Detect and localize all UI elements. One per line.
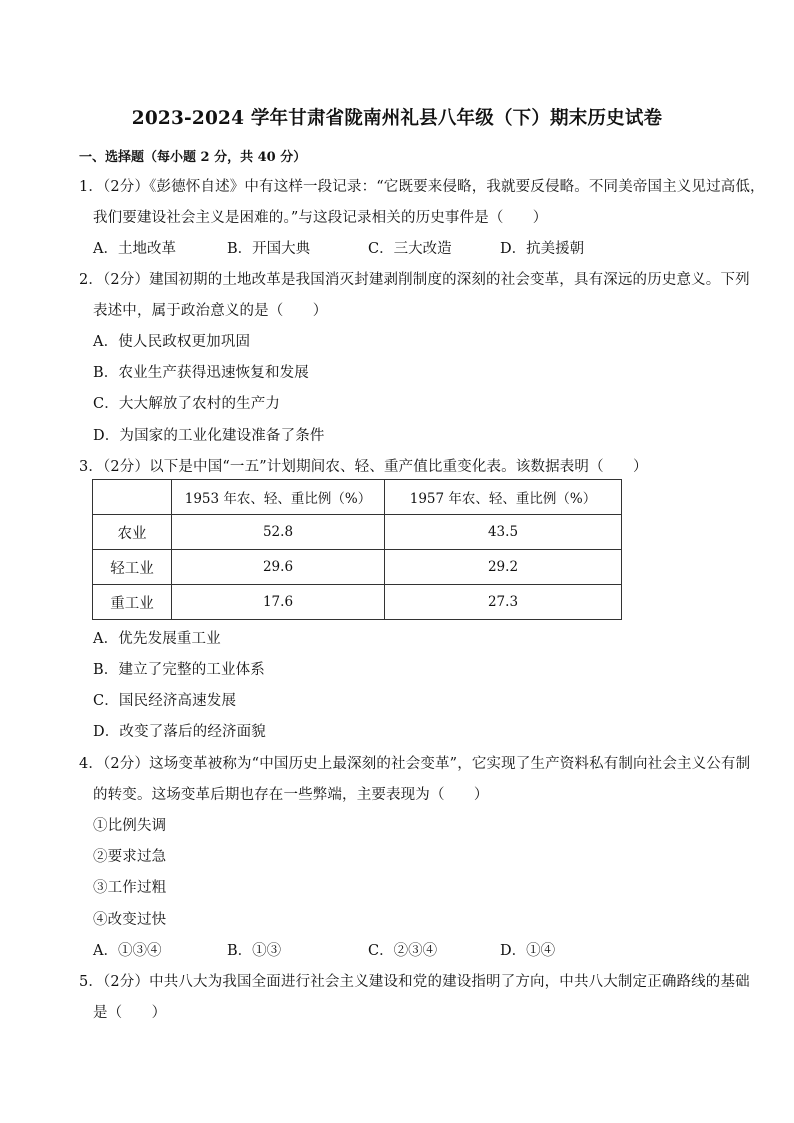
option-d[interactable]: D．改变了落后的经济面貌 <box>93 724 266 740</box>
production-ratio-table <box>92 479 622 620</box>
table-header-row <box>93 480 622 515</box>
question-2-stem-line2: 表述中，属于政治意义的是（ ） <box>93 303 328 319</box>
table-cell: 52.8 <box>172 515 385 550</box>
question-4-stem-line2: 的转变。这场变革后期也存在一些弊端，主要表现为（ ） <box>93 787 489 803</box>
section-heading: 一、选择题（每小题 2 分，共 40 分） <box>79 150 307 165</box>
question-1-stem-line2: 我们要建设社会主义是困难的。”与这段记录相关的历史事件是（ ） <box>93 210 548 226</box>
option-d[interactable]: D．抗美援朝 <box>500 241 585 257</box>
table-cell: 轻工业 <box>93 550 172 585</box>
option-b[interactable]: B．建立了完整的工业体系 <box>93 662 265 678</box>
statement-item: ②要求过急 <box>93 849 167 865</box>
question-1-stem-line1: 1．（2分）《彭德怀自述》中有这样一段记录：“它既要来侵略，我就要反侵略。不同美帝国主义见过高低， <box>79 179 765 195</box>
table-cell: 29.6 <box>172 550 385 585</box>
table-cell: 重工业 <box>93 585 172 620</box>
option-b[interactable]: B．①③ <box>227 943 282 959</box>
option-c[interactable]: C．国民经济高速发展 <box>93 693 237 709</box>
table-row <box>93 585 622 620</box>
option-c[interactable]: C．大大解放了农村的生产力 <box>93 396 281 412</box>
option-c[interactable]: C．三大改造 <box>368 241 452 257</box>
table-header-cell <box>93 480 172 515</box>
statement-item: ①比例失调 <box>93 818 167 834</box>
question-2-stem-line1: 2．（2分）建国初期的土地改革是我国消灭封建剥削制度的深刻的社会变革，具有深远的历史意义。下列 <box>79 272 750 288</box>
option-a[interactable]: A．土地改革 <box>93 241 176 257</box>
option-a[interactable]: A．使人民政权更加巩固 <box>93 334 251 350</box>
page-title: 2023-2024 学年甘肃省陇南州礼县八年级（下）期末历史试卷 <box>131 108 663 129</box>
table-row <box>93 515 622 550</box>
option-a[interactable]: A．优先发展重工业 <box>93 631 221 647</box>
option-a[interactable]: A．①③④ <box>93 943 162 959</box>
table-header-cell: 1957 年农、轻、重比例（%） <box>385 480 622 515</box>
table-cell: 29.2 <box>385 550 622 585</box>
table-cell: 17.6 <box>172 585 385 620</box>
option-d[interactable]: D．①④ <box>500 943 556 959</box>
table-cell: 农业 <box>93 515 172 550</box>
table-header-cell: 1953 年农、轻、重比例（%） <box>172 480 385 515</box>
table-cell: 27.3 <box>385 585 622 620</box>
option-c[interactable]: C．②③④ <box>368 943 438 959</box>
table-row <box>93 550 622 585</box>
table-cell: 43.5 <box>385 515 622 550</box>
question-5-stem-line2: 是（ ） <box>93 1005 167 1021</box>
question-4-stem-line1: 4．（2分）这场变革被称为“中国历史上最深刻的社会变革”，它实现了生产资料私有制向社会主义公有制 <box>79 756 751 772</box>
option-b[interactable]: B．开国大典 <box>227 241 311 257</box>
statement-item: ④改变过快 <box>93 912 167 928</box>
option-d[interactable]: D．为国家的工业化建设准备了条件 <box>93 428 325 444</box>
option-b[interactable]: B．农业生产获得迅速恢复和发展 <box>93 365 309 381</box>
question-3-stem: 3．（2分）以下是中国“一五”计划期间农、轻、重产值比重变化表。该数据表明（ ） <box>79 459 648 475</box>
statement-item: ③工作过粗 <box>93 880 167 896</box>
question-5-stem-line1: 5．（2分）中共八大为我国全面进行社会主义建设和党的建设指明了方向，中共八大制定正确路线的基础 <box>79 974 750 990</box>
